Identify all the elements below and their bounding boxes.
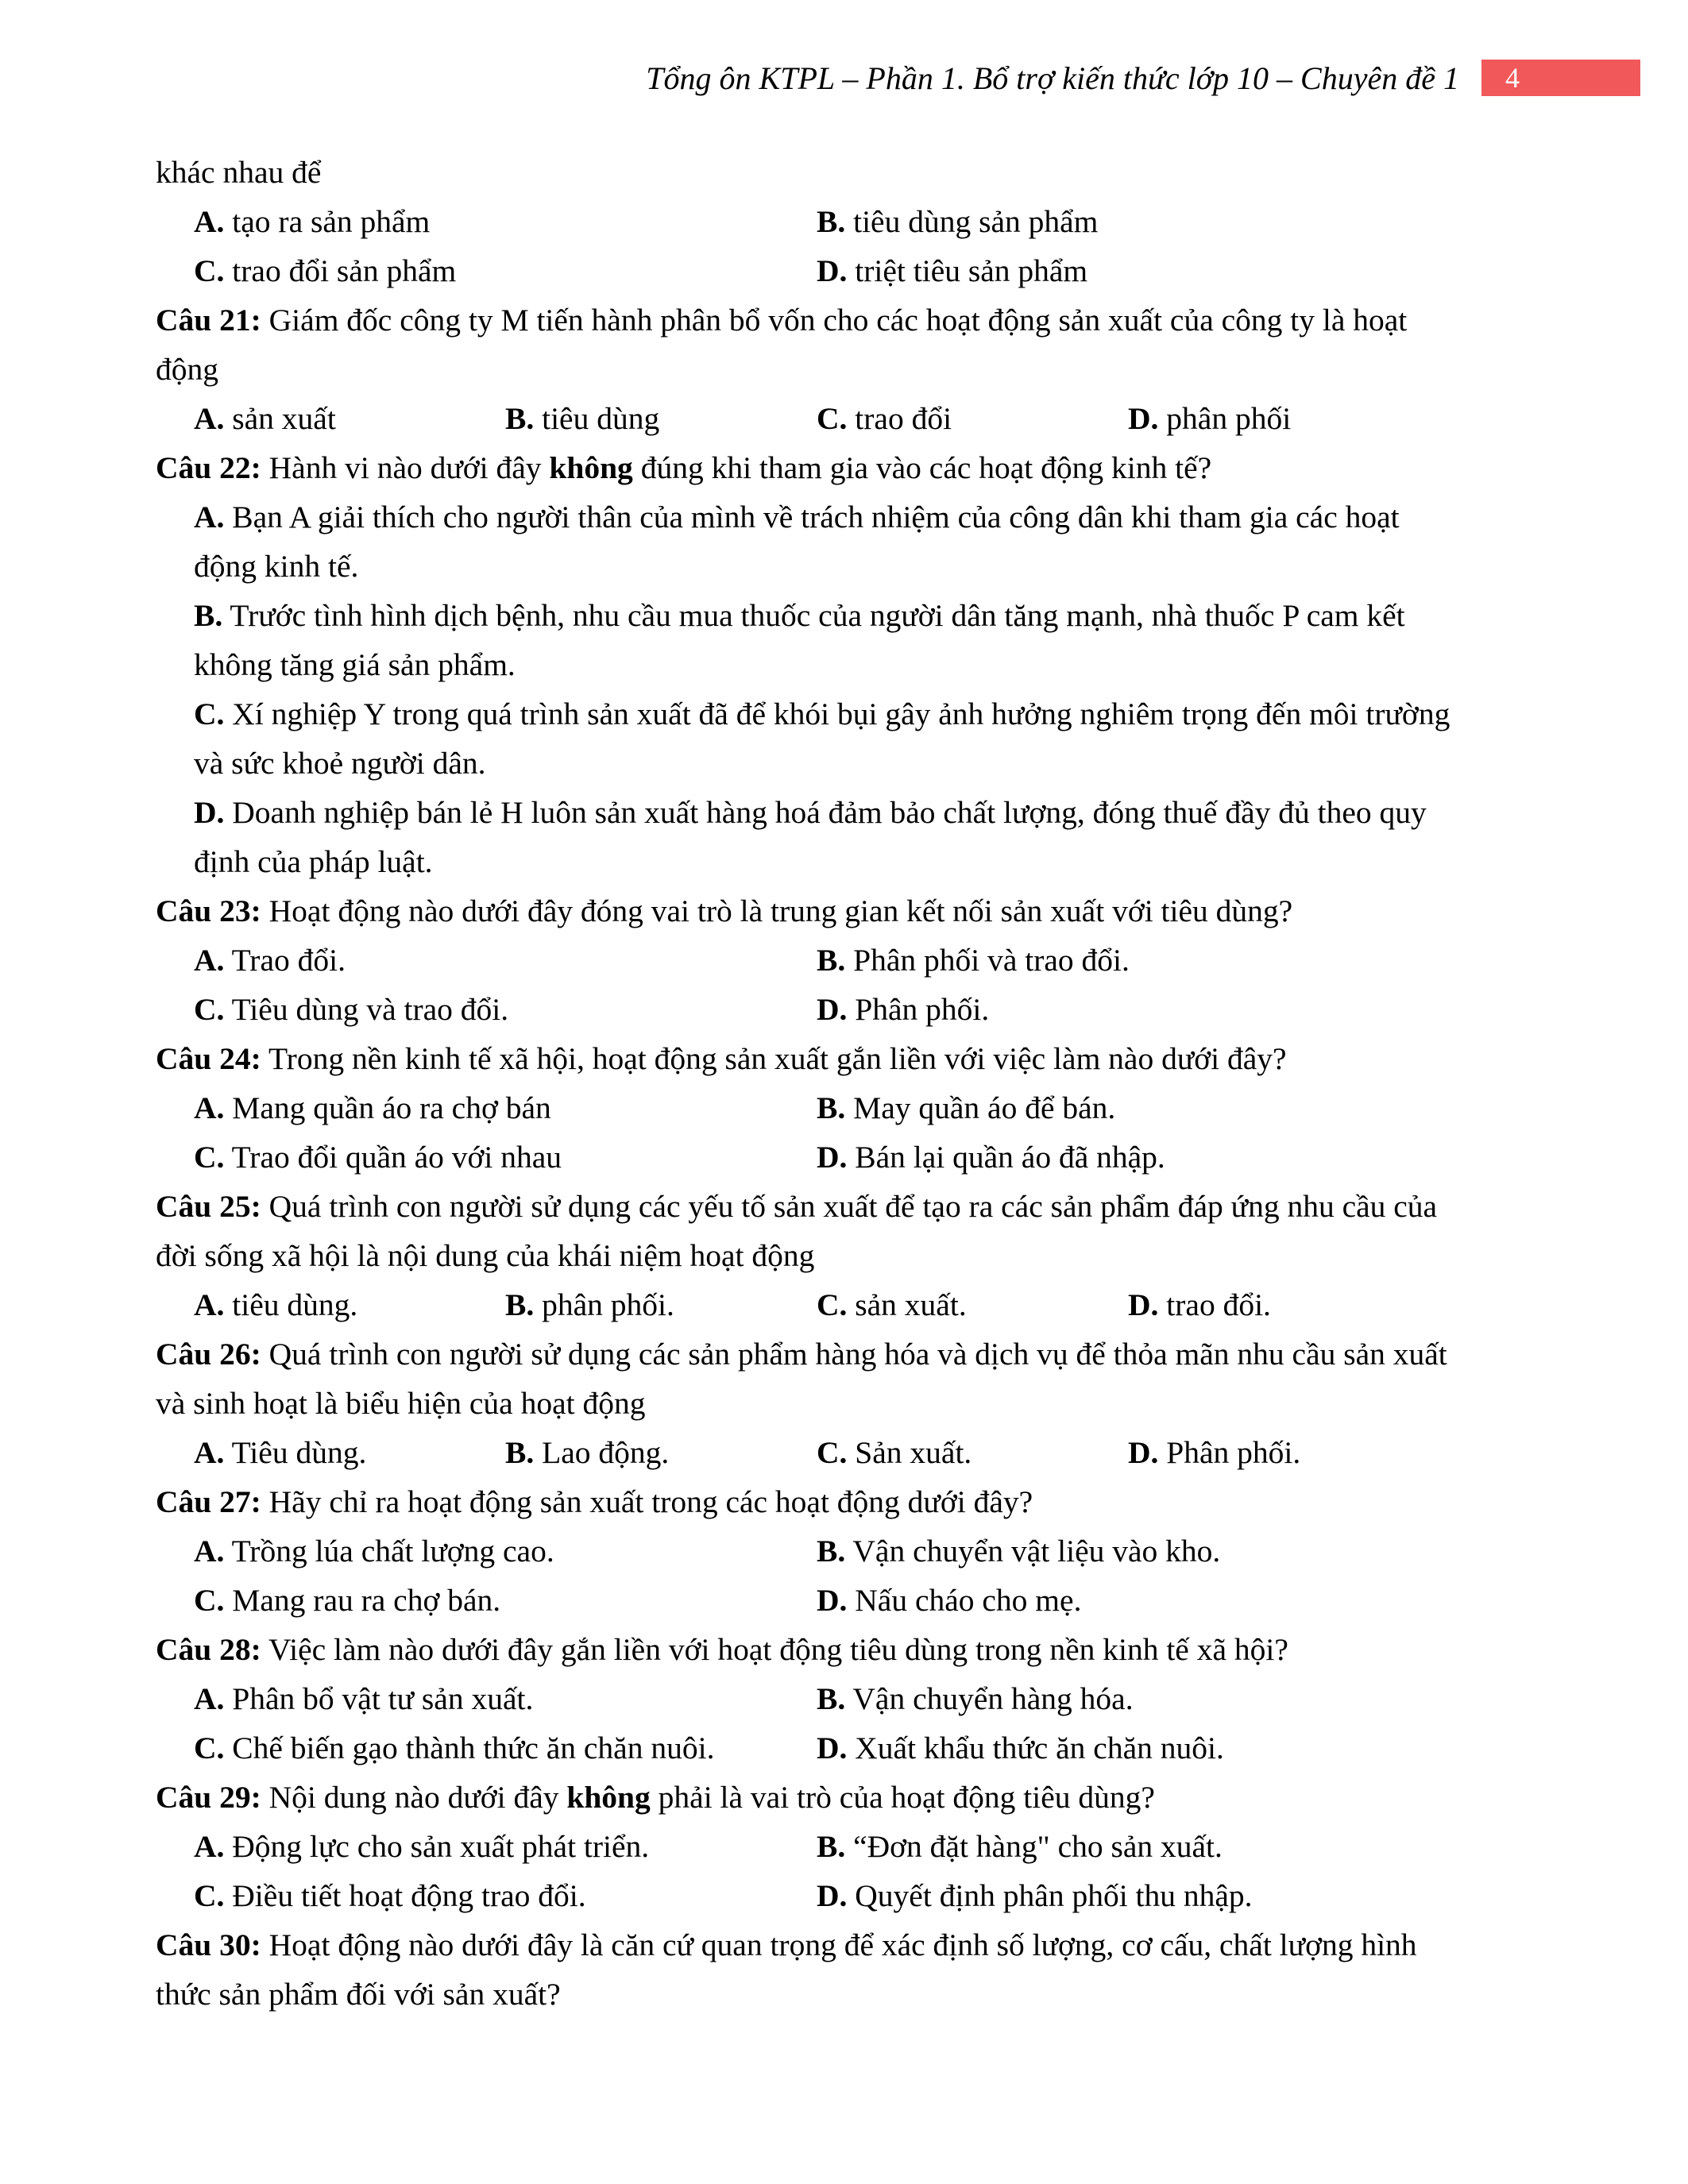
q28-option-b: B. Vận chuyển hàng hóa. — [817, 1681, 1134, 1716]
q24-option-b: B. May quần áo để bán. — [817, 1090, 1116, 1125]
q23-option-d: D. Phân phối. — [817, 992, 990, 1027]
q29-option-b: B. “Đơn đặt hàng" cho sản xuất. — [817, 1829, 1223, 1864]
q20-options-row-1 — [156, 197, 1554, 246]
q26-option-b: B. Lao động. — [505, 1435, 670, 1470]
q22-option-b-cont: không tăng giá sản phẩm. — [194, 647, 516, 682]
q23-option-a: A. Trao đổi. — [194, 943, 346, 978]
q29-options-row-1 — [156, 1822, 1554, 1871]
q27-options-row-1 — [156, 1526, 1554, 1576]
q23-options-row-1 — [156, 936, 1554, 985]
page-header — [646, 54, 1640, 102]
q25-stem-cont: đời sống xã hội là nội dung của khái niệm hoạt động — [156, 1238, 815, 1273]
q30-stem-cont: thức sản phẩm đối với sản xuất? — [156, 1977, 561, 2012]
q28-option-d: D. Xuất khẩu thức ăn chăn nuôi. — [817, 1731, 1224, 1765]
q21-stem-cont: động — [156, 352, 218, 387]
q22-option-d-cont: định của pháp luật. — [194, 844, 433, 879]
q22-option-a-cont: động kinh tế. — [194, 549, 359, 584]
header-title: Tổng ôn KTPL – Phần 1. Bổ trợ kiến thức lớp 10 – Chuyên đề 1 — [646, 60, 1459, 96]
q25-option-c: C. sản xuất. — [817, 1287, 967, 1322]
q23-stem: Câu 23: Hoạt động nào dưới đây đóng vai trò là trung gian kết nối sản xuất với tiêu dùng? — [156, 893, 1293, 928]
q24-options-row-1 — [156, 1083, 1554, 1133]
q22-option-c: C. Xí nghiệp Y trong quá trình sản xuất đã để khói bụi gây ảnh hưởng nghiêm trọng đến môi trường — [194, 696, 1450, 731]
q30-stem: Câu 30: Hoạt động nào dưới đây là căn cứ quan trọng để xác định số lượng, cơ cấu, chất lượng hình — [156, 1927, 1417, 1962]
q29-option-d: D. Quyết định phân phối thu nhập. — [817, 1878, 1253, 1913]
q27-option-d: D. Nấu cháo cho mẹ. — [817, 1583, 1082, 1618]
q28-option-a: A. Phân bổ vật tư sản xuất. — [194, 1681, 534, 1716]
q29-stem: Câu 29: Nội dung nào dưới đây không phải là vai trò của hoạt động tiêu dùng? — [156, 1780, 1155, 1815]
q27-option-c: C. Mang rau ra chợ bán. — [194, 1583, 501, 1618]
q26-option-c: C. Sản xuất. — [817, 1435, 972, 1470]
q26-options — [156, 1428, 1554, 1477]
q27-option-a: A. Trồng lúa chất lượng cao. — [194, 1534, 554, 1569]
q25-option-d: D. trao đổi. — [1128, 1287, 1271, 1322]
q21-options — [156, 394, 1554, 443]
q28-options-row-1 — [156, 1674, 1554, 1723]
q25-stem: Câu 25: Quá trình con người sử dụng các yếu tố sản xuất để tạo ra các sản phẩm đáp ứng nhu cầu của — [156, 1189, 1438, 1224]
q20-option-a: A. tạo ra sản phẩm — [194, 204, 431, 239]
q20-option-d: D. triệt tiêu sản phẩm — [817, 253, 1088, 288]
q21-option-b: B. tiêu dùng — [505, 401, 660, 436]
q28-options-row-2 — [156, 1723, 1554, 1773]
q23-options-row-2 — [156, 985, 1554, 1034]
q21-option-d: D. phân phối — [1128, 401, 1292, 436]
q20-option-c: C. trao đổi sản phẩm — [194, 253, 457, 288]
q21-option-c: C. trao đổi — [817, 401, 952, 436]
q26-option-d: D. Phân phối. — [1128, 1435, 1301, 1470]
q28-stem: Câu 28: Việc làm nào dưới đây gắn liền với hoạt động tiêu dùng trong nền kinh tế xã hội? — [156, 1632, 1288, 1667]
q24-option-d: D. Bán lại quần áo đã nhập. — [817, 1140, 1165, 1175]
q28-option-c: C. Chế biến gạo thành thức ăn chăn nuôi. — [194, 1731, 715, 1765]
q27-stem: Câu 27: Hãy chỉ ra hoạt động sản xuất trong các hoạt động dưới đây? — [156, 1484, 1033, 1519]
q20-option-b: B. tiêu dùng sản phẩm — [817, 204, 1099, 239]
q27-options-row-2 — [156, 1576, 1554, 1625]
q25-options — [156, 1280, 1554, 1329]
q24-option-a: A. Mang quần áo ra chợ bán — [194, 1090, 551, 1125]
q24-stem: Câu 24: Trong nền kinh tế xã hội, hoạt động sản xuất gắn liền với việc làm nào dưới đây? — [156, 1041, 1287, 1076]
q25-option-a: A. tiêu dùng. — [194, 1287, 358, 1322]
continued-question-stem: khác nhau để — [156, 155, 322, 190]
q29-option-a: A. Động lực cho sản xuất phát triển. — [194, 1829, 650, 1864]
q29-options-row-2 — [156, 1871, 1554, 1920]
q21-stem: Câu 21: Giám đốc công ty M tiến hành phân bổ vốn cho các hoạt động sản xuất của công ty là hoạt — [156, 303, 1408, 338]
q26-stem: Câu 26: Quá trình con người sử dụng các sản phẩm hàng hóa và dịch vụ để thỏa mãn nhu cầu sản xuất — [156, 1337, 1447, 1372]
q23-option-c: C. Tiêu dùng và trao đổi. — [194, 992, 509, 1027]
q27-option-b: B. Vận chuyển vật liệu vào kho. — [817, 1534, 1221, 1569]
q22-option-d: D. Doanh nghiệp bán lẻ H luôn sản xuất hàng hoá đảm bảo chất lượng, đóng thuế đầy đủ theo quy — [194, 795, 1427, 830]
q24-options-row-2 — [156, 1133, 1554, 1182]
q22-option-a: A. Bạn A giải thích cho người thân của mình về trách nhiệm của công dân khi tham gia các hoạt — [194, 500, 1400, 534]
q26-stem-cont: và sinh hoạt là biểu hiện của hoạt động — [156, 1386, 646, 1421]
q21-option-a: A. sản xuất — [194, 401, 336, 436]
q23-option-b: B. Phân phối và trao đổi. — [817, 943, 1130, 978]
q20-options-row-2 — [156, 246, 1554, 295]
page-content — [156, 148, 1554, 2019]
q22-stem: Câu 22: Hành vi nào dưới đây không đúng khi tham gia vào các hoạt động kinh tế? — [156, 450, 1212, 485]
q25-option-b: B. phân phối. — [505, 1287, 674, 1322]
q22-option-c-cont: và sức khoẻ người dân. — [194, 746, 486, 781]
q29-option-c: C. Điều tiết hoạt động trao đổi. — [194, 1878, 586, 1913]
q26-option-a: A. Tiêu dùng. — [194, 1435, 367, 1470]
q22-option-b: B. Trước tình hình dịch bệnh, nhu cầu mua thuốc của người dân tăng mạnh, nhà thuốc P cam kết — [194, 598, 1405, 633]
q24-option-c: C. Trao đổi quần áo với nhau — [194, 1140, 562, 1175]
page-number-badge: 4 — [1481, 60, 1640, 96]
